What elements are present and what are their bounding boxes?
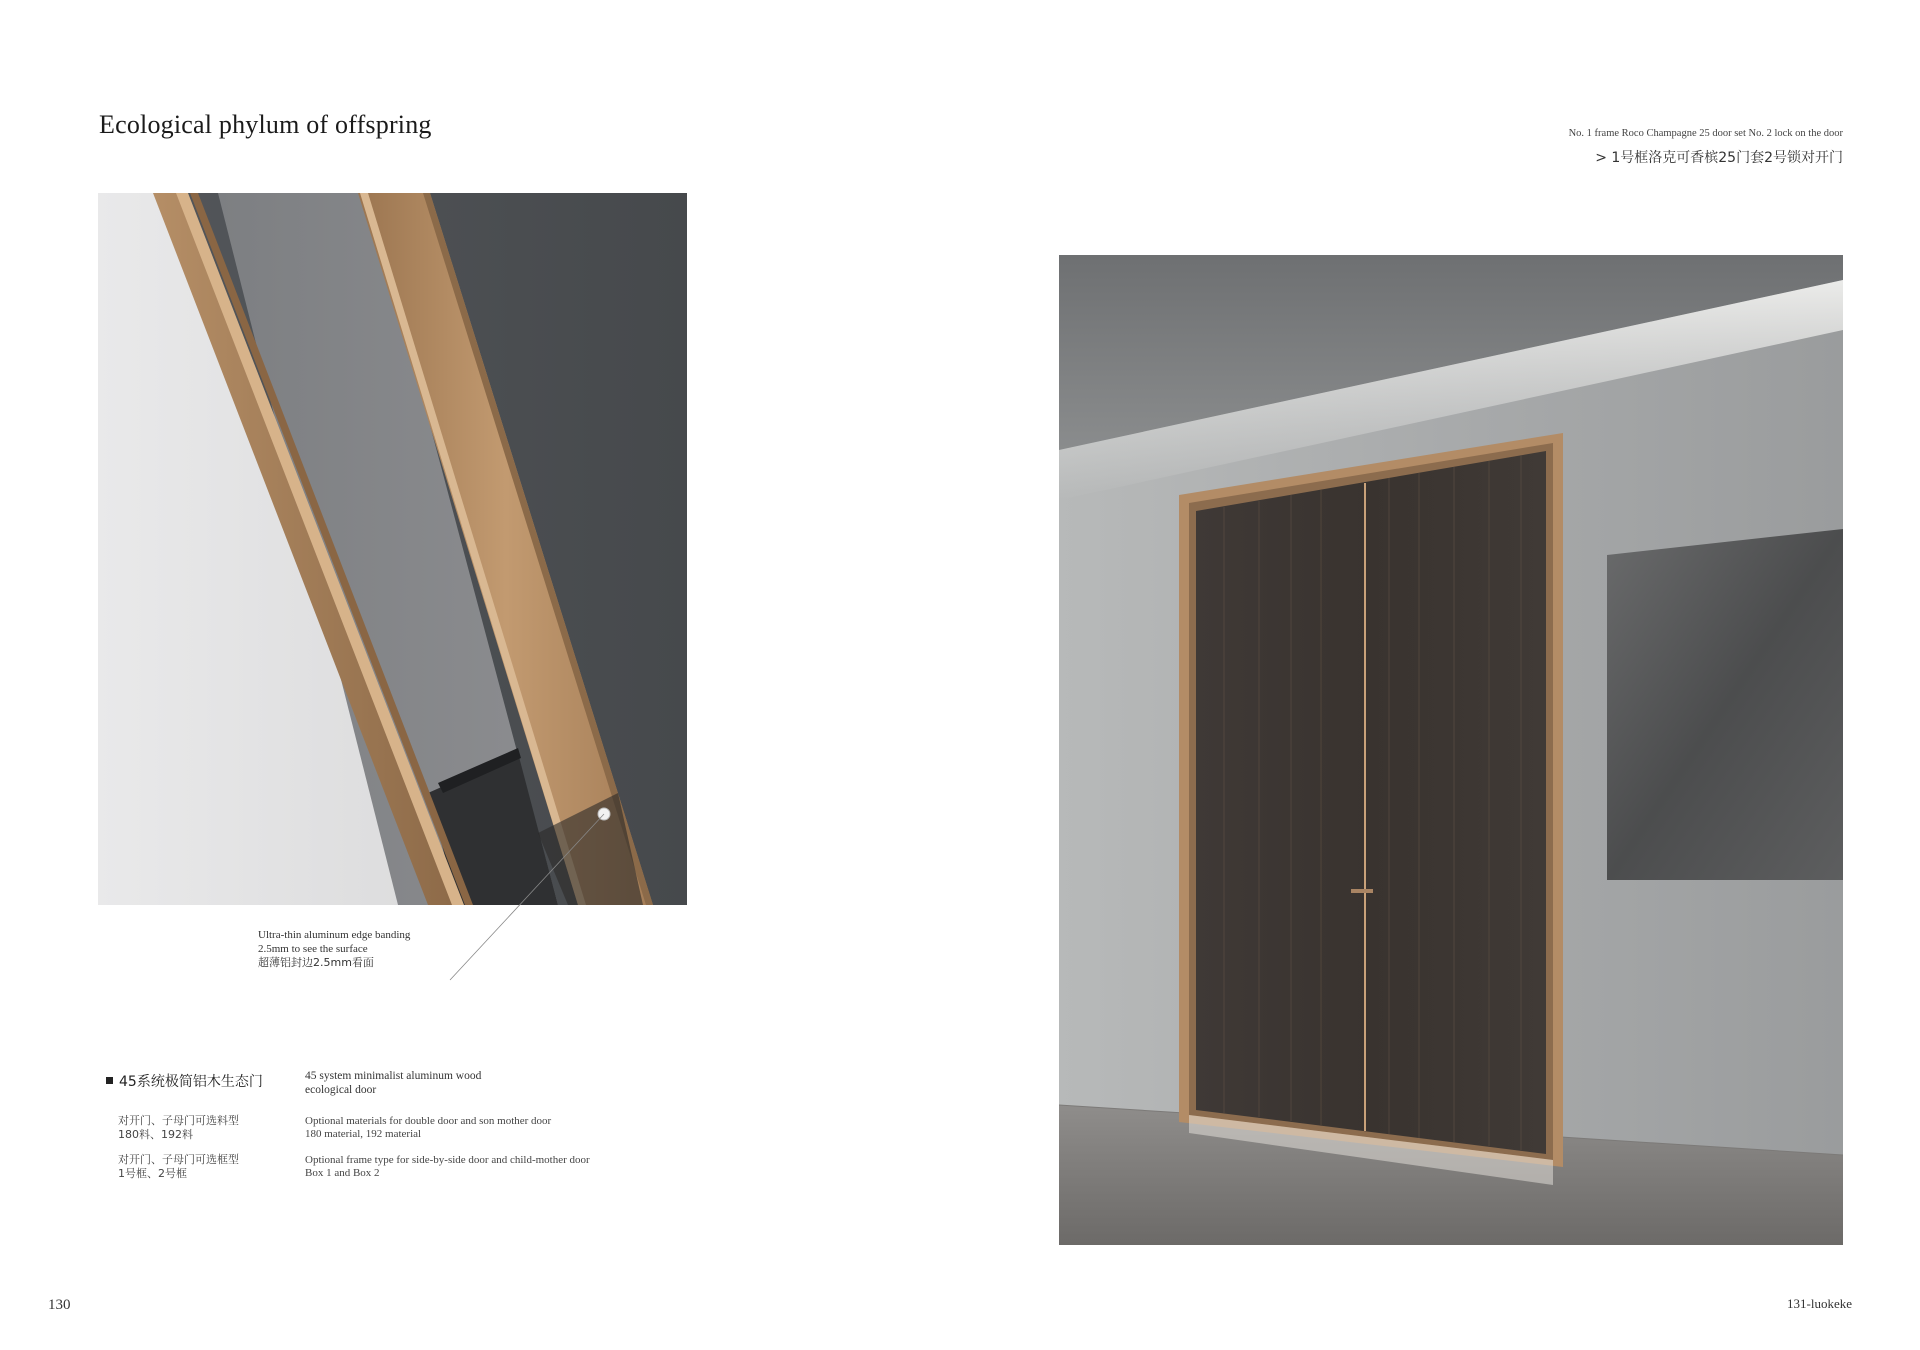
callout-line-1: Ultra-thin aluminum edge banding (258, 929, 411, 941)
spec-row-2-en-line-1: Optional frame type for side-by-side door and child-mother door (305, 1154, 590, 1166)
spec-row-2-cn-line-1: 对开门、子母门可选框型 (118, 1153, 239, 1166)
edge-banding-callout (258, 928, 410, 970)
spec-title-en-line-1: 45 system minimalist aluminum wood (305, 1070, 482, 1082)
frame-detail-photo (98, 193, 687, 905)
photo-caption-english: No. 1 frame Roco Champagne 25 door set No. 2 lock on the door (1568, 128, 1843, 139)
spec-row-1-english (305, 1115, 551, 1141)
spec-title-chinese (106, 1071, 263, 1091)
spec-row-2-en-line-2: Box 1 and Box 2 (305, 1167, 380, 1179)
spec-row-2-chinese (118, 1153, 239, 1181)
double-door-photo (1059, 255, 1843, 1245)
spec-row-1-cn-line-1: 对开门、子母门可选料型 (118, 1114, 239, 1127)
spec-title-en-line-2: ecological door (305, 1084, 377, 1096)
spec-row-1-en-line-1: Optional materials for double door and son mother door (305, 1115, 552, 1127)
photo-caption-chinese: > 1号框洛克可香槟25门套2号锁对开门 (1595, 150, 1843, 166)
square-bullet-icon (106, 1077, 113, 1084)
spec-row-2-cn-line-2: 1号框、2号框 (118, 1167, 187, 1180)
spec-row-1-chinese (118, 1114, 239, 1142)
page-title: Ecological phylum of offspring (99, 110, 432, 139)
spec-row-1-en-line-2: 180 material, 192 material (305, 1128, 422, 1140)
callout-line-3: 超薄铝封边2.5mm看面 (258, 956, 374, 969)
spec-title-english (305, 1069, 481, 1097)
spec-row-1-cn-line-2: 180料、192料 (118, 1128, 193, 1141)
spec-title-text: 45系统极简铝木生态门 (119, 1074, 263, 1090)
callout-line-2: 2.5mm to see the surface (258, 943, 368, 955)
spec-row-2-english (305, 1154, 590, 1180)
page-number-right: 131-luokeke (1787, 1296, 1852, 1311)
page-number-left: 130 (48, 1297, 71, 1313)
